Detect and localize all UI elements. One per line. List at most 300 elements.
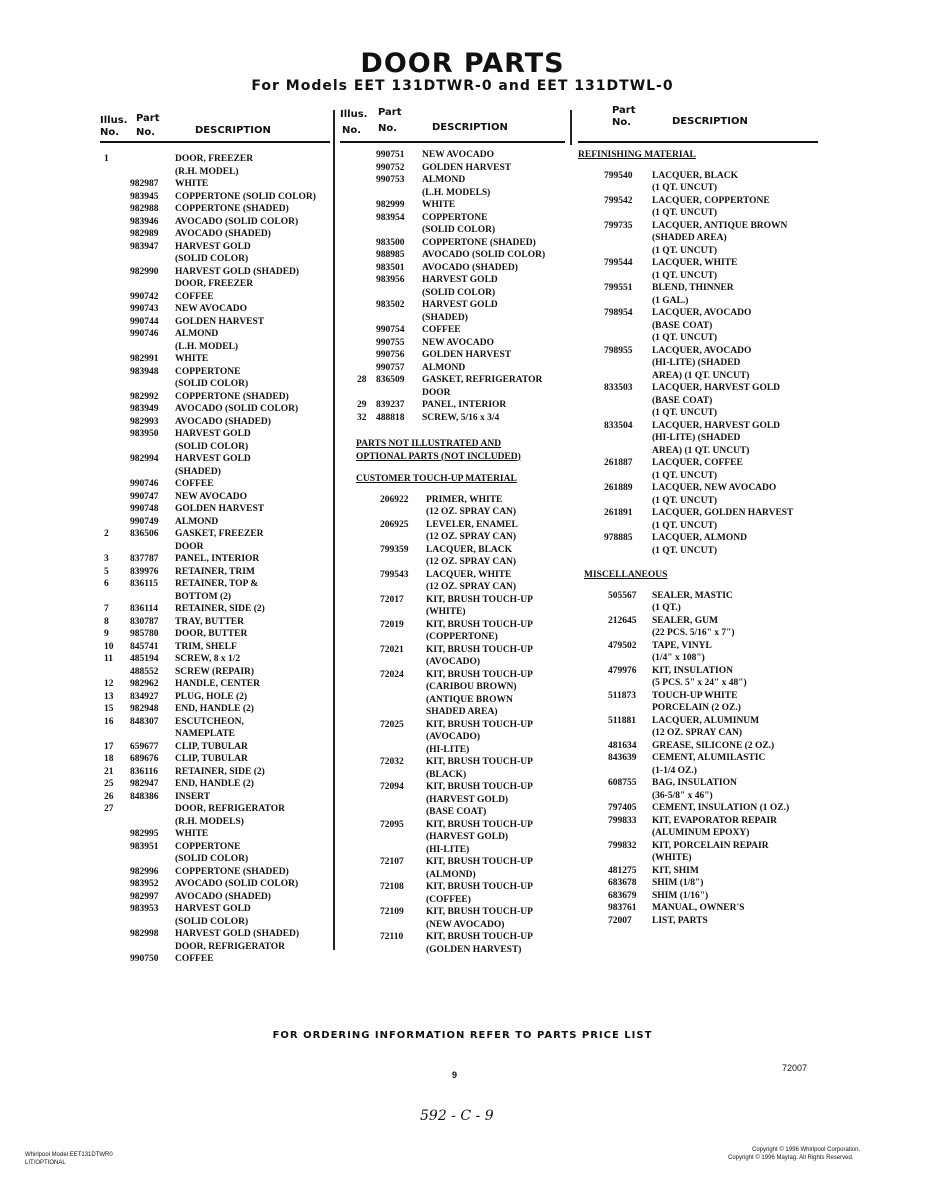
part-number: 982987 <box>130 179 159 189</box>
table-row <box>100 641 330 654</box>
table-row <box>100 228 330 241</box>
illus-number: 28 <box>357 375 367 385</box>
part-description: LACQUER, GOLDEN HARVEST <box>652 508 794 518</box>
part-description: (AVOCADO) <box>426 657 480 667</box>
part-number: 845741 <box>130 641 159 652</box>
part-description: LACQUER, ANTIQUE BROWN <box>652 220 788 231</box>
part-description: GASKET, FREEZER <box>175 529 264 539</box>
parts-column-2 <box>340 105 565 956</box>
table-row <box>578 777 818 790</box>
illus-number: 26 <box>104 791 114 802</box>
illus-number: 1 <box>104 154 109 164</box>
part-number: 511881 <box>608 715 636 726</box>
table-row <box>100 303 330 316</box>
table-row <box>578 395 818 408</box>
part-description: (R.H. MODELS) <box>175 816 244 827</box>
table-row <box>100 728 330 741</box>
part-description: AVOCADO (SOLID COLOR) <box>175 216 299 227</box>
part-number: 982962 <box>130 679 159 689</box>
parts-column-1 <box>100 105 330 966</box>
part-description: (5 PCS. 5" x 24" x 48") <box>652 678 747 688</box>
part-number: 799735 <box>604 220 633 231</box>
part-description: RETAINER, TRIM <box>175 566 255 577</box>
part-number: 839237 <box>376 400 405 410</box>
part-description: WHITE <box>175 354 209 364</box>
description-label: DESCRIPTION <box>195 125 271 136</box>
part-description: (12 OZ. SPRAY CAN) <box>426 557 517 567</box>
part-number: 72019 <box>380 619 404 630</box>
table-row <box>340 581 565 594</box>
part-description: SEALER, GUM <box>652 615 718 626</box>
table-row <box>578 902 818 915</box>
table-row <box>100 653 330 666</box>
illus-number: 13 <box>104 691 114 702</box>
part-description: AREA) (1 QT. UNCUT) <box>652 370 750 381</box>
table-row <box>100 841 330 854</box>
part-number: 511873 <box>608 690 636 701</box>
illus-no-label: No. <box>100 127 120 138</box>
column-divider <box>333 110 335 950</box>
table-row <box>100 166 330 179</box>
part-number: 72017 <box>380 594 404 605</box>
part-number: 836116 <box>130 766 158 777</box>
table-row <box>578 890 818 903</box>
part-number: 983502 <box>376 300 405 310</box>
part-number: 836115 <box>130 579 158 589</box>
part-number: 797405 <box>608 803 637 813</box>
table-row <box>100 753 330 766</box>
part-number: 479502 <box>608 640 637 651</box>
part-description: LACQUER, BLACK <box>426 544 513 555</box>
table-row <box>340 374 565 387</box>
table-row <box>100 203 330 216</box>
part-description: CLIP, TUBULAR <box>175 741 248 752</box>
part-description: (COFFEE) <box>426 894 471 905</box>
table-row <box>578 520 818 533</box>
table-row <box>578 752 818 765</box>
table-row <box>340 531 565 544</box>
table-row <box>340 844 565 857</box>
part-description: COPPERTONE <box>422 212 488 223</box>
part-description: KIT, PORCELAIN REPAIR <box>652 840 769 851</box>
table-row <box>340 324 565 337</box>
part-description: PORCELAIN (2 OZ.) <box>652 703 741 713</box>
part-description: (12 OZ. SPRAY CAN) <box>426 582 517 592</box>
part-description: HARVEST GOLD <box>175 454 251 464</box>
table-row <box>100 491 330 504</box>
part-number: 983952 <box>130 879 159 889</box>
part-description: CLIP, TUBULAR <box>175 754 248 764</box>
illus-number: 5 <box>104 566 109 577</box>
part-number: 982997 <box>130 891 159 902</box>
part-description: HARVEST GOLD <box>175 904 251 914</box>
part-number: 836506 <box>130 529 159 539</box>
table-row <box>340 731 565 744</box>
table-row <box>340 631 565 644</box>
part-number: 983946 <box>130 216 159 227</box>
table-row <box>578 840 818 853</box>
table-row <box>100 566 330 579</box>
part-description: HARVEST GOLD <box>175 241 251 252</box>
part-number: 990757 <box>376 362 405 373</box>
table-row <box>100 178 330 191</box>
part-description: AVOCADO (SOLID COLOR) <box>175 404 299 414</box>
part-description: RETAINER, TOP & <box>175 579 259 589</box>
illus-number: 2 <box>104 529 109 539</box>
part-label: Part <box>136 113 160 124</box>
table-row <box>340 249 565 262</box>
table-row <box>100 916 330 929</box>
part-description: COFFEE <box>175 479 214 489</box>
table-row <box>578 740 818 753</box>
part-description: BAG, INSULATION <box>652 778 737 788</box>
table-row <box>100 466 330 479</box>
part-number: 72094 <box>380 782 404 792</box>
part-description: SHADED AREA) <box>426 707 498 717</box>
part-description: AVOCADO (SOLID COLOR) <box>422 250 546 260</box>
part-description: (SOLID COLOR) <box>175 916 249 927</box>
part-number: 988985 <box>376 250 405 260</box>
page-subtitle: For Models EET 131DTWR-0 and EET 131DTWL-0 <box>251 78 674 94</box>
part-description: (L.H. MODELS) <box>422 187 491 198</box>
part-number: 72025 <box>380 719 404 730</box>
table-row <box>100 403 330 416</box>
part-description: TAPE, VINYL <box>652 640 712 651</box>
part-description: KIT, BRUSH TOUCH-UP <box>426 907 533 917</box>
part-description: (SHADED AREA) <box>652 233 727 243</box>
table-row <box>100 903 330 916</box>
part-description: (HARVEST GOLD) <box>426 832 509 842</box>
part-description: (SOLID COLOR) <box>175 379 249 389</box>
part-description: (12 OZ. SPRAY CAN) <box>652 728 743 738</box>
part-no-label: No. <box>612 117 632 128</box>
part-description: ESCUTCHEON, <box>175 716 244 727</box>
part-description: (HI-LITE) <box>426 844 470 855</box>
part-number: 799551 <box>604 283 633 293</box>
part-number: 799832 <box>608 840 637 851</box>
part-description: (CARIBOU BROWN) <box>426 682 517 692</box>
table-row <box>340 262 565 275</box>
part-number: 799543 <box>380 569 409 580</box>
part-number: 72007 <box>608 915 632 926</box>
illus-number: 21 <box>104 766 114 777</box>
table-row <box>578 370 818 383</box>
part-number: 659677 <box>130 741 159 752</box>
table-row <box>340 931 565 944</box>
part-description: SEALER, MASTIC <box>652 590 733 601</box>
part-number: 982989 <box>130 229 159 239</box>
part-description: (1 QT. UNCUT) <box>652 245 718 256</box>
part-description: (BASE COAT) <box>652 395 713 406</box>
part-description: AVOCADO (SHADED) <box>175 891 271 902</box>
table-row <box>340 569 565 582</box>
part-description: (ALUMINUM EPOXY) <box>652 828 750 838</box>
table-row <box>578 765 818 778</box>
part-description: COPPERTONE <box>175 366 241 377</box>
table-row <box>100 478 330 491</box>
table-row <box>578 627 818 640</box>
part-description: KIT, EVAPORATOR REPAIR <box>652 815 778 826</box>
illus-number: 10 <box>104 641 114 652</box>
part-description: GOLDEN HARVEST <box>422 162 512 173</box>
part-description: ALMOND <box>175 329 219 339</box>
part-description: (HI-LITE) (SHADED <box>652 358 741 368</box>
part-number: 488552 <box>130 666 159 677</box>
table-row <box>578 602 818 615</box>
part-description: AVOCADO (SOLID COLOR) <box>175 879 299 889</box>
part-description: HARVEST GOLD <box>175 429 251 439</box>
part-description: NEW AVOCADO <box>422 337 495 348</box>
part-number: 833504 <box>604 420 633 431</box>
optional-caption: LIT/OPTIONAL <box>25 1160 66 1166</box>
part-number: 848307 <box>130 716 159 727</box>
part-number: 837787 <box>130 554 159 564</box>
part-number: 689676 <box>130 754 159 764</box>
table-row <box>100 216 330 229</box>
table-row <box>340 719 565 732</box>
part-description: DOOR, REFRIGERATOR <box>175 804 285 814</box>
column-header <box>340 105 565 143</box>
table-row <box>578 507 818 520</box>
part-number: 983948 <box>130 366 159 377</box>
table-row <box>100 853 330 866</box>
part-number: 261889 <box>604 483 633 493</box>
page-number: 9 <box>452 1070 458 1080</box>
part-description: (1 QT. UNCUT) <box>652 208 718 218</box>
part-description: LACQUER, AVOCADO <box>652 345 752 356</box>
table-row <box>578 877 818 890</box>
table-row <box>340 744 565 757</box>
part-description: COPPERTONE (SOLID COLOR) <box>175 191 316 202</box>
table-row <box>100 703 330 716</box>
table-row <box>578 195 818 208</box>
part-number: 843639 <box>608 753 637 763</box>
table-row <box>340 237 565 250</box>
part-no-label: No. <box>136 127 156 138</box>
part-description: HARVEST GOLD <box>422 300 498 310</box>
part-number: 206922 <box>380 494 409 505</box>
illus-number: 8 <box>104 616 109 627</box>
part-description: RETAINER, SIDE (2) <box>175 766 265 777</box>
description-label: DESCRIPTION <box>672 116 748 127</box>
part-description: BLEND, THINNER <box>652 283 734 293</box>
model-caption: Whirlpool Model EET131DTWR0 <box>25 1152 113 1158</box>
part-description: KIT, SHIM <box>652 865 699 876</box>
part-number: 983761 <box>608 903 637 913</box>
part-description: (GOLDEN HARVEST) <box>426 944 522 955</box>
part-number: 990746 <box>130 329 159 339</box>
part-number: 799359 <box>380 544 409 555</box>
table-row <box>100 291 330 304</box>
part-label: Part <box>378 107 402 118</box>
part-number: 990743 <box>130 304 159 314</box>
table-row <box>100 866 330 879</box>
table-row <box>578 382 818 395</box>
part-description: COPPERTONE (SHADED) <box>422 237 536 248</box>
table-row <box>578 482 818 495</box>
part-description: COFFEE <box>175 954 214 964</box>
table-row <box>100 578 330 591</box>
table-row <box>340 187 565 200</box>
table-row <box>100 803 330 816</box>
table-row <box>340 162 565 175</box>
part-description: (SOLID COLOR) <box>422 225 496 235</box>
part-number: 990752 <box>376 162 405 173</box>
part-description: (ANTIQUE BROWN <box>426 694 513 705</box>
part-number: 983954 <box>376 212 405 223</box>
illus-no-label: No. <box>342 125 362 136</box>
table-row <box>100 316 330 329</box>
table-row <box>100 828 330 841</box>
part-description: GASKET, REFRIGERATOR <box>422 375 543 385</box>
table-row <box>100 541 330 554</box>
table-row <box>100 516 330 529</box>
part-number: 983949 <box>130 404 159 414</box>
part-description: (SOLID COLOR) <box>175 441 249 452</box>
table-row <box>340 362 565 375</box>
part-number: 72107 <box>380 857 404 867</box>
part-number: 990756 <box>376 350 405 360</box>
table-row <box>340 644 565 657</box>
table-row <box>100 441 330 454</box>
table-row <box>340 149 565 162</box>
table-row <box>578 652 818 665</box>
column-header <box>100 105 330 143</box>
part-number: 833503 <box>604 383 633 393</box>
part-description: KIT, BRUSH TOUCH-UP <box>426 782 533 792</box>
part-description: (COPPERTONE) <box>426 632 498 642</box>
table-row <box>100 241 330 254</box>
illus-number: 27 <box>104 804 114 814</box>
part-number: 982947 <box>130 779 159 789</box>
part-description: DOOR, REFRIGERATOR <box>175 941 285 952</box>
part-number: 990749 <box>130 516 159 527</box>
part-number: 683678 <box>608 878 637 888</box>
part-description: (1 QT. UNCUT) <box>652 333 718 343</box>
column-divider <box>570 110 572 145</box>
table-row <box>100 766 330 779</box>
part-number: 982994 <box>130 454 159 464</box>
part-description: END, HANDLE (2) <box>175 779 254 789</box>
part-description: (WHITE) <box>652 853 692 863</box>
part-number: 983956 <box>376 275 405 285</box>
table-row <box>578 790 818 803</box>
part-description: (1 QT. UNCUT) <box>652 270 718 281</box>
part-description: PRIMER, WHITE <box>426 494 503 505</box>
part-description: TOUCH-UP WHITE <box>652 690 738 701</box>
part-description: (1 QT. UNCUT) <box>652 545 718 556</box>
table-row <box>340 224 565 237</box>
part-number: 485194 <box>130 654 159 664</box>
table-row <box>100 791 330 804</box>
part-description: SCREW, 8 x 1/2 <box>175 654 241 664</box>
part-number: 978885 <box>604 533 633 543</box>
part-number: 830787 <box>130 616 159 627</box>
part-description: (1-1/4 OZ.) <box>652 765 697 776</box>
illus-number: 29 <box>357 400 367 410</box>
table-row <box>578 470 818 483</box>
illus-label: Illus. <box>340 109 368 120</box>
part-number: 206925 <box>380 519 409 530</box>
part-description: KIT, BRUSH TOUCH-UP <box>426 669 533 680</box>
section-heading: OPTIONAL PARTS (NOT INCLUDED) <box>356 451 521 462</box>
table-row <box>100 928 330 941</box>
part-description: DOOR <box>175 541 204 552</box>
table-row <box>100 716 330 729</box>
part-description: NAMEPLATE <box>175 729 235 739</box>
miscellaneous-list <box>578 590 818 928</box>
part-number: 990755 <box>376 337 405 348</box>
part-number: 798954 <box>604 308 633 318</box>
part-description: KIT, BRUSH TOUCH-UP <box>426 719 533 730</box>
table-row <box>340 506 565 519</box>
part-number: 983950 <box>130 429 159 439</box>
table-row <box>340 349 565 362</box>
part-description: WHITE <box>175 829 209 839</box>
part-description: DOOR, BUTTER <box>175 629 248 639</box>
table-row <box>340 944 565 957</box>
part-description: (AVOCADO) <box>426 732 480 742</box>
part-description: (22 PCS. 5/16" x 7") <box>652 628 735 638</box>
part-description: COFFEE <box>422 325 461 335</box>
part-description: LACQUER, NEW AVOCADO <box>652 483 777 493</box>
part-description: (BLACK) <box>426 769 467 780</box>
part-description: DOOR, FREEZER <box>175 154 254 164</box>
part-description: (1 QT. UNCUT) <box>652 408 718 418</box>
part-description: AVOCADO (SHADED) <box>422 262 518 273</box>
table-row <box>578 495 818 508</box>
part-number: 990742 <box>130 291 159 302</box>
part-description: (SHADED) <box>175 466 221 477</box>
part-description: NEW AVOCADO <box>422 150 495 160</box>
part-description: (NEW AVOCADO) <box>426 919 505 930</box>
part-number: 72024 <box>380 669 404 680</box>
part-number: 505567 <box>608 590 637 601</box>
part-description: KIT, BRUSH TOUCH-UP <box>426 594 533 605</box>
table-row <box>340 681 565 694</box>
part-description: PANEL, INTERIOR <box>422 400 507 410</box>
description-label: DESCRIPTION <box>432 122 508 133</box>
table-row <box>340 594 565 607</box>
part-description: LACQUER, WHITE <box>652 258 738 268</box>
table-row <box>578 690 818 703</box>
table-row <box>340 656 565 669</box>
part-number: 982993 <box>130 416 159 427</box>
table-row <box>578 232 818 245</box>
table-row <box>340 794 565 807</box>
part-number: 799544 <box>604 258 633 268</box>
section-heading: CUSTOMER TOUCH-UP MATERIAL <box>356 474 517 484</box>
part-description: (SOLID COLOR) <box>175 254 249 264</box>
part-number: 72032 <box>380 757 404 767</box>
part-description: (HI-LITE) <box>426 744 470 755</box>
table-row <box>578 865 818 878</box>
part-number: 990744 <box>130 316 159 327</box>
table-row <box>100 253 330 266</box>
table-row <box>340 769 565 782</box>
illus-label: Illus. <box>100 115 128 126</box>
part-number: 72109 <box>380 907 404 917</box>
part-description: LACQUER, HARVEST GOLD <box>652 383 781 393</box>
part-number: 983500 <box>376 237 405 248</box>
table-row <box>100 953 330 966</box>
part-no-label: No. <box>378 123 398 134</box>
part-description: WHITE <box>175 179 209 189</box>
part-description: CEMENT, ALUMILASTIC <box>652 753 766 763</box>
part-description: COPPERTONE (SHADED) <box>175 391 289 402</box>
part-description: HARVEST GOLD (SHADED) <box>175 266 300 277</box>
table-row <box>340 894 565 907</box>
